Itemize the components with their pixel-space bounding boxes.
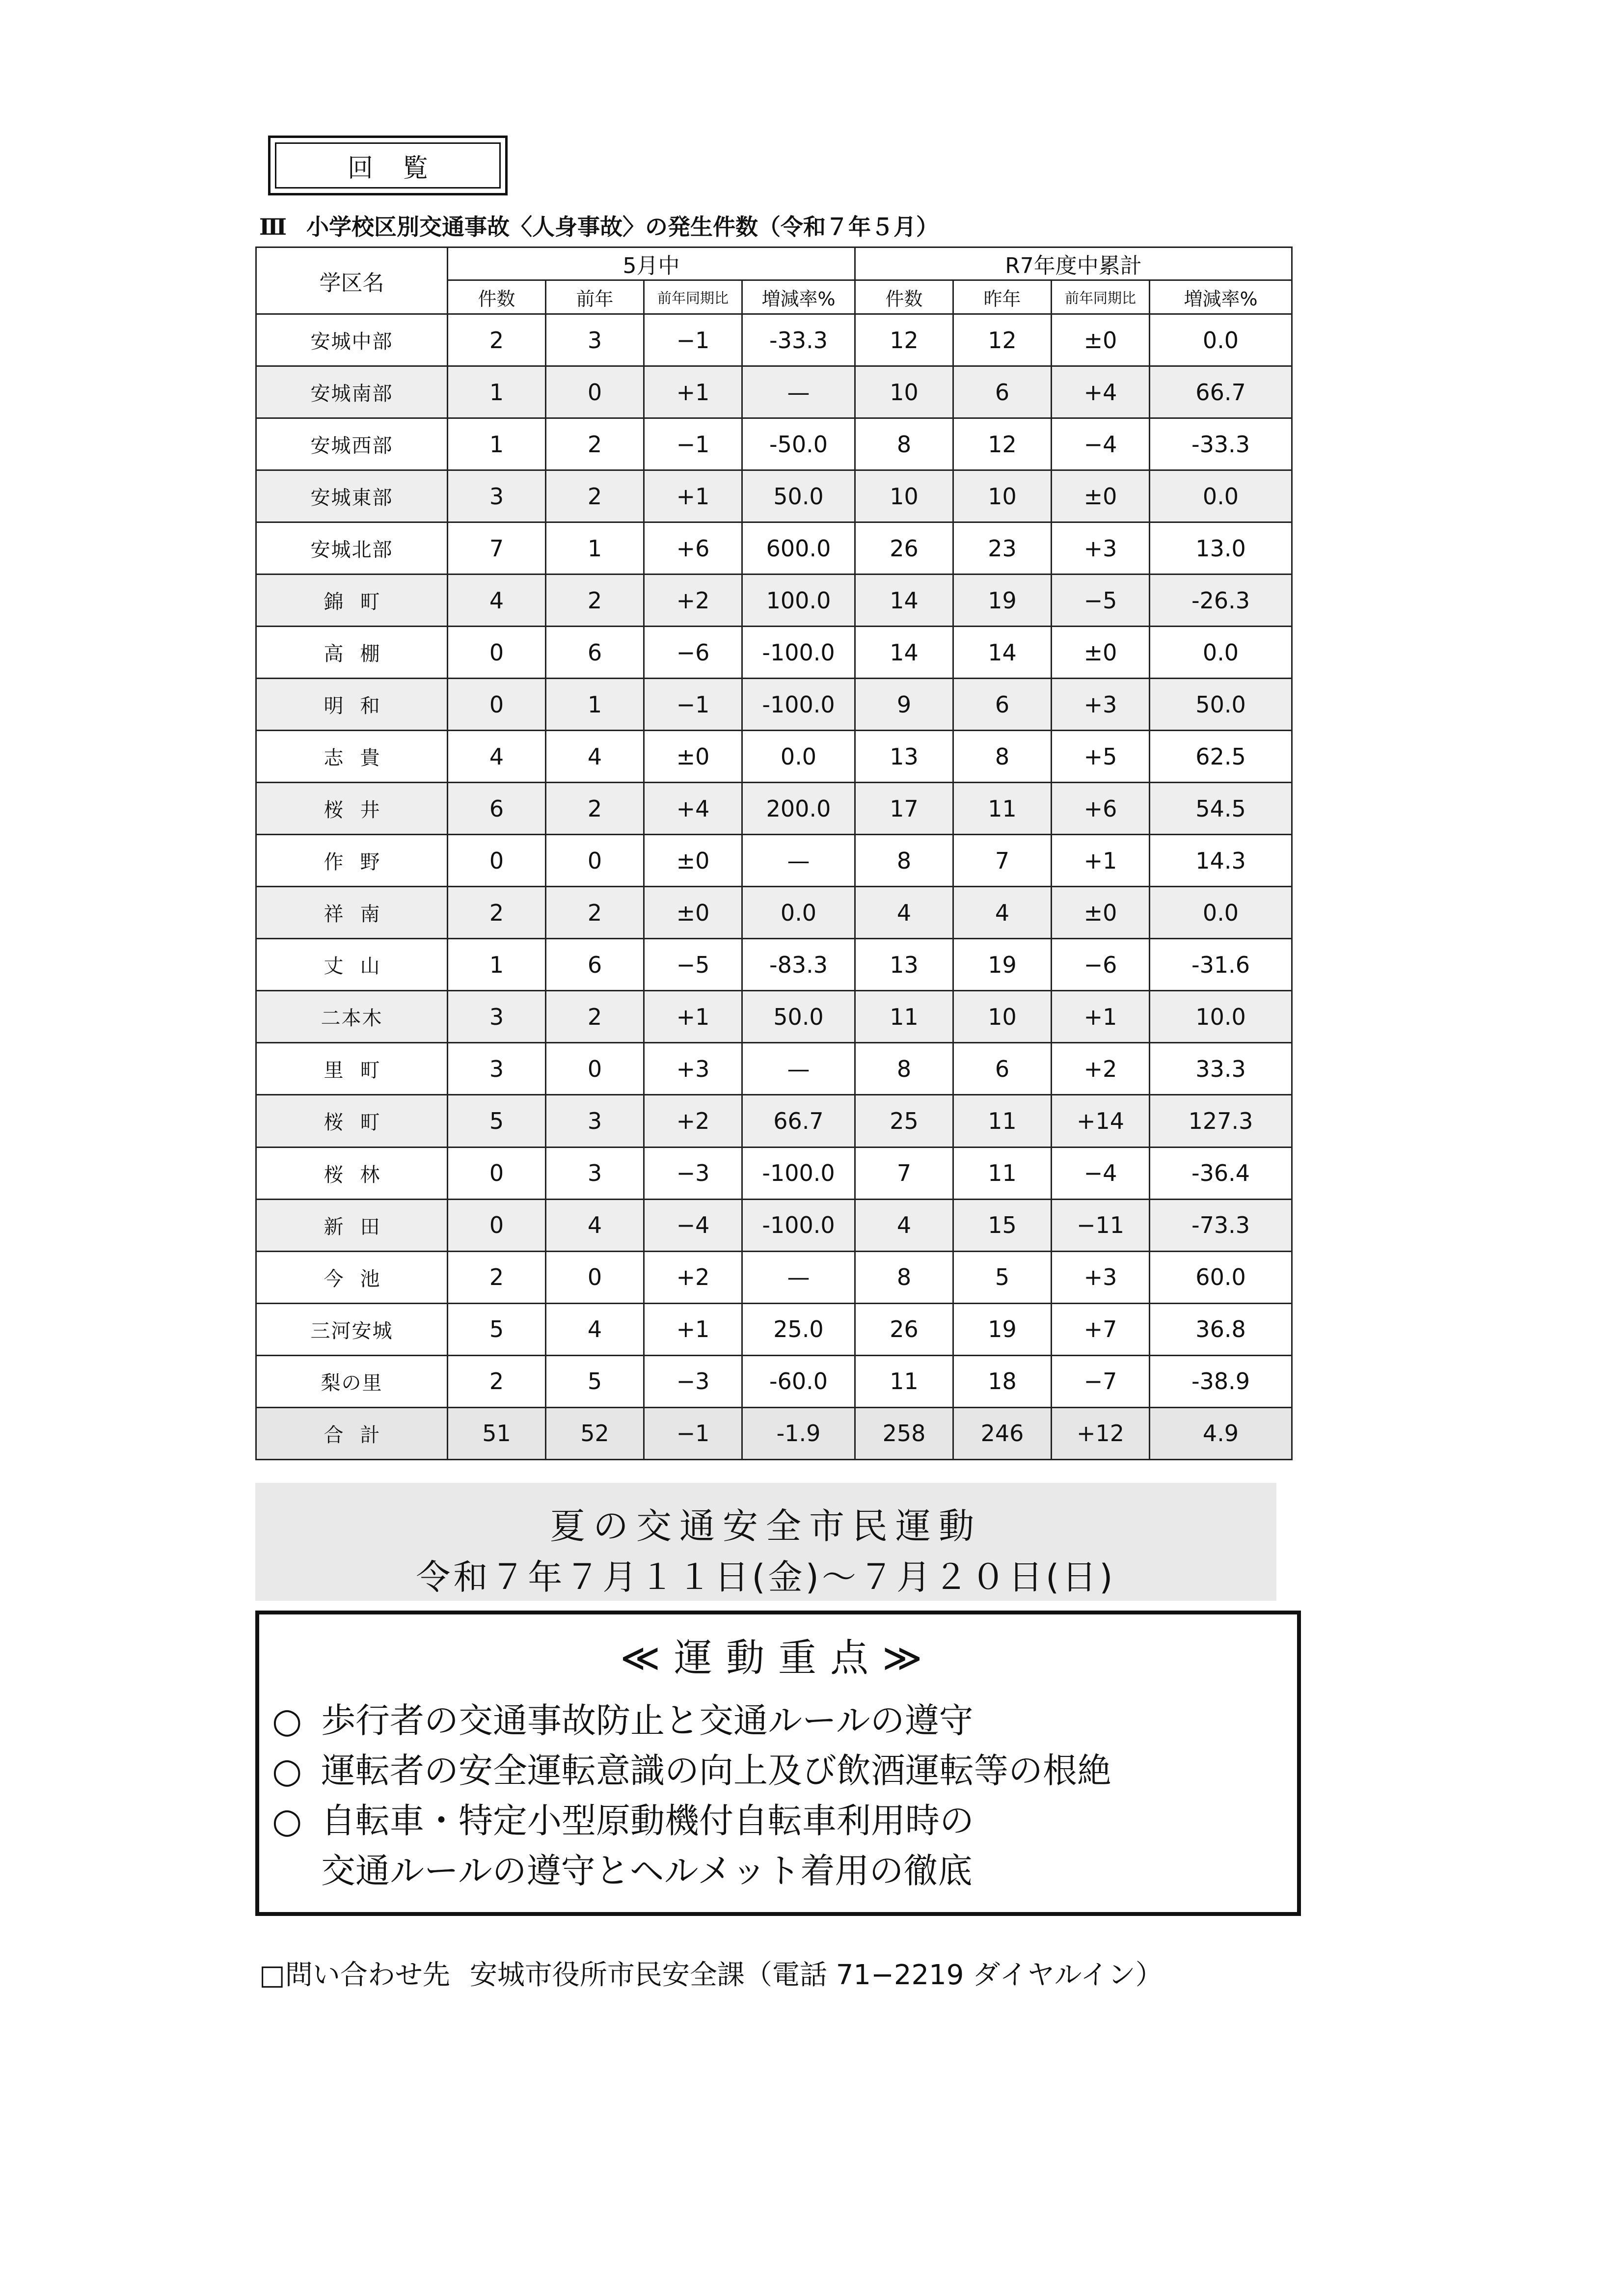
table-cell: -100.0: [742, 679, 855, 731]
accident-table: [255, 246, 1293, 1460]
table-cell: +4: [644, 783, 742, 835]
table-cell: +6: [1052, 783, 1150, 835]
col-header: 増減率%: [742, 280, 855, 314]
table-cell: 6: [953, 679, 1052, 731]
table-cell: 5: [448, 1095, 546, 1147]
school-name-cell: 安城西部: [256, 418, 448, 470]
table-cell: 14: [855, 574, 953, 627]
table-cell: 600.0: [742, 522, 855, 574]
table-cell: 0: [546, 1251, 644, 1303]
table-row: [256, 887, 1292, 939]
total-cell: -1.9: [742, 1407, 855, 1459]
table-row: [256, 1303, 1292, 1355]
table-cell: 14: [855, 627, 953, 679]
table-cell: 12: [855, 314, 953, 366]
table-cell: 17: [855, 783, 953, 835]
table-row: [256, 1043, 1292, 1095]
circle-bullet-icon: ○: [272, 1700, 302, 1741]
table-row: [256, 783, 1292, 835]
focus-item: [272, 1793, 974, 1843]
table-cell: −6: [644, 627, 742, 679]
table-cell: -100.0: [742, 1199, 855, 1251]
school-name-cell: 安城東部: [256, 470, 448, 522]
table-cell: ±0: [644, 835, 742, 887]
table-cell: 0: [448, 1147, 546, 1199]
table-cell: 25.0: [742, 1303, 855, 1355]
school-name-cell: 桜林: [256, 1147, 448, 1199]
table-cell: 0.0: [1150, 314, 1292, 366]
table-cell: 0: [546, 1043, 644, 1095]
table-cell: 4: [953, 887, 1052, 939]
circle-bullet-icon: ○: [272, 1750, 302, 1791]
table-row: [256, 1095, 1292, 1147]
table-row: [256, 314, 1292, 366]
table-cell: 4: [448, 574, 546, 627]
table-cell: +1: [644, 991, 742, 1043]
focus-item-continuation: 交通ルールの遵守とヘルメット着用の徹底: [321, 1851, 973, 1891]
table-cell: −4: [1052, 418, 1150, 470]
table-cell: ±0: [644, 731, 742, 783]
total-row: [256, 1407, 1292, 1459]
table-cell: 6: [953, 366, 1052, 418]
table-cell: 50.0: [742, 991, 855, 1043]
table-cell: 8: [855, 418, 953, 470]
table-cell: -33.3: [1150, 418, 1292, 470]
table-cell: 66.7: [1150, 366, 1292, 418]
table-cell: 4: [855, 887, 953, 939]
table-row: [256, 679, 1292, 731]
table-cell: 12: [953, 418, 1052, 470]
table-cell: +1: [644, 366, 742, 418]
table-row: [256, 418, 1292, 470]
table-cell: ±0: [1052, 627, 1150, 679]
table-cell: +2: [644, 1095, 742, 1147]
total-cell: 246: [953, 1407, 1052, 1459]
table-cell: +3: [1052, 679, 1150, 731]
table-cell: 2: [546, 418, 644, 470]
table-row: [256, 1147, 1292, 1199]
total-cell: 51: [448, 1407, 546, 1459]
table-row: [256, 991, 1292, 1043]
table-cell: 54.5: [1150, 783, 1292, 835]
focus-item: [272, 1743, 1111, 1793]
table-cell: -100.0: [742, 1147, 855, 1199]
total-cell: −1: [644, 1407, 742, 1459]
total-cell: 258: [855, 1407, 953, 1459]
circulation-stamp: [268, 136, 508, 195]
table-cell: 25: [855, 1095, 953, 1147]
table-cell: 60.0: [1150, 1251, 1292, 1303]
col-header: 前年: [546, 280, 644, 314]
table-cell: 8: [855, 1043, 953, 1095]
table-row: [256, 522, 1292, 574]
school-name-cell: 祥南: [256, 887, 448, 939]
table-cell: ±0: [1052, 470, 1150, 522]
table-cell: -100.0: [742, 627, 855, 679]
table-cell: 13.0: [1150, 522, 1292, 574]
table-cell: 2: [546, 887, 644, 939]
table-row: [256, 835, 1292, 887]
table-cell: 19: [953, 939, 1052, 991]
table-cell: 11: [855, 991, 953, 1043]
table-cell: 10.0: [1150, 991, 1292, 1043]
table-row: [256, 470, 1292, 522]
school-name-cell: 今池: [256, 1251, 448, 1303]
table-cell: −7: [1052, 1355, 1150, 1407]
table-cell: 13: [855, 939, 953, 991]
table-cell: ±0: [1052, 314, 1150, 366]
contact-label: □問い合わせ先: [259, 1959, 450, 1991]
school-name-cell: 桜井: [256, 783, 448, 835]
table-cell: +6: [644, 522, 742, 574]
table-row: [256, 574, 1292, 627]
table-cell: 4: [546, 731, 644, 783]
table-cell: +1: [644, 1303, 742, 1355]
table-cell: 5: [953, 1251, 1052, 1303]
table-cell: −5: [1052, 574, 1150, 627]
table-cell: 66.7: [742, 1095, 855, 1147]
group-header-may: 5月中: [448, 247, 855, 280]
focus-item-text: 自転車・特定小型原動機付自転車利用時の: [321, 1801, 974, 1841]
table-cell: -33.3: [742, 314, 855, 366]
focus-item-text: 歩行者の交通事故防止と交通ルールの遵守: [321, 1700, 974, 1741]
school-name-cell: 安城南部: [256, 366, 448, 418]
table-cell: 12: [953, 314, 1052, 366]
school-name-cell: 梨の里: [256, 1355, 448, 1407]
table-cell: 50.0: [742, 470, 855, 522]
school-name-cell: 三河安城: [256, 1303, 448, 1355]
table-cell: +1: [1052, 835, 1150, 887]
school-name-cell: 二本木: [256, 991, 448, 1043]
focus-item: [272, 1693, 974, 1743]
table-cell: 2: [448, 1251, 546, 1303]
table-cell: −3: [644, 1355, 742, 1407]
table-cell: 0.0: [1150, 627, 1292, 679]
table-cell: −4: [644, 1199, 742, 1251]
table-row: [256, 1199, 1292, 1251]
table-cell: 100.0: [742, 574, 855, 627]
table-cell: 8: [855, 1251, 953, 1303]
col-header: 増減率%: [1150, 280, 1292, 314]
table-cell: +1: [1052, 991, 1150, 1043]
table-cell: 8: [953, 731, 1052, 783]
table-cell: 7: [448, 522, 546, 574]
school-name-cell: 志貴: [256, 731, 448, 783]
table-cell: 3: [546, 314, 644, 366]
table-cell: 4: [546, 1303, 644, 1355]
table-cell: 2: [448, 1355, 546, 1407]
table-cell: -73.3: [1150, 1199, 1292, 1251]
school-name-cell: 里町: [256, 1043, 448, 1095]
table-cell: -50.0: [742, 418, 855, 470]
table-cell: 200.0: [742, 783, 855, 835]
table-cell: 14: [953, 627, 1052, 679]
section-title: 小学校区別交通事故〈人身事故〉の発生件数（令和７年５月）: [306, 214, 939, 240]
contact-text: 安城市役所市民安全課（電話 71−2219 ダイヤルイン）: [469, 1959, 1163, 1991]
table-cell: +3: [1052, 522, 1150, 574]
table-cell: 15: [953, 1199, 1052, 1251]
table-cell: 0: [448, 835, 546, 887]
table-cell: 3: [448, 1043, 546, 1095]
table-cell: 0: [448, 627, 546, 679]
table-cell: 10: [855, 470, 953, 522]
table-cell: 23: [953, 522, 1052, 574]
table-cell: 0.0: [1150, 887, 1292, 939]
total-label-cell: 合計: [256, 1407, 448, 1459]
table-cell: −1: [644, 418, 742, 470]
circle-bullet-icon: ○: [272, 1801, 302, 1841]
table-cell: 7: [953, 835, 1052, 887]
campaign-period: 令和７年７月１１日(金)〜７月２０日(日): [416, 1557, 1116, 1597]
table-cell: ±0: [644, 887, 742, 939]
table-row: [256, 939, 1292, 991]
table-cell: 11: [855, 1355, 953, 1407]
focus-item-text: 運転者の安全運転意識の向上及び飲酒運転等の根絶: [321, 1750, 1111, 1791]
total-cell: 4.9: [1150, 1407, 1292, 1459]
table-cell: −6: [1052, 939, 1150, 991]
table-cell: +3: [1052, 1251, 1150, 1303]
table-cell: +5: [1052, 731, 1150, 783]
table-cell: 1: [546, 522, 644, 574]
table-cell: 26: [855, 522, 953, 574]
table-cell: 13: [855, 731, 953, 783]
table-cell: 6: [953, 1043, 1052, 1095]
table-cell: ±0: [1052, 887, 1150, 939]
table-cell: +7: [1052, 1303, 1150, 1355]
school-name-cell: 明和: [256, 679, 448, 731]
table-cell: —: [742, 1043, 855, 1095]
table-cell: 10: [953, 470, 1052, 522]
campaign-banner: [255, 1483, 1276, 1601]
table-cell: 6: [546, 627, 644, 679]
table-cell: 2: [448, 314, 546, 366]
campaign-title: 夏の交通安全市民運動: [549, 1505, 982, 1547]
table-row: [256, 1355, 1292, 1407]
table-cell: 0: [546, 366, 644, 418]
table-cell: 4: [448, 731, 546, 783]
table-cell: 50.0: [1150, 679, 1292, 731]
table-cell: 2: [448, 887, 546, 939]
table-cell: +3: [644, 1043, 742, 1095]
col-header: 前年同期比: [644, 280, 742, 314]
table-cell: -36.4: [1150, 1147, 1292, 1199]
school-name-cell: 桜町: [256, 1095, 448, 1147]
table-cell: -60.0: [742, 1355, 855, 1407]
table-cell: 3: [546, 1095, 644, 1147]
table-cell: −4: [1052, 1147, 1150, 1199]
table-cell: 2: [546, 783, 644, 835]
table-cell: 0: [448, 679, 546, 731]
school-name-cell: 安城中部: [256, 314, 448, 366]
table-cell: 11: [953, 1147, 1052, 1199]
table-cell: 3: [448, 991, 546, 1043]
table-cell: 2: [546, 470, 644, 522]
table-cell: 3: [448, 470, 546, 522]
table-cell: 1: [448, 939, 546, 991]
table-cell: 0.0: [742, 731, 855, 783]
total-cell: +12: [1052, 1407, 1150, 1459]
group-header-cumulative: R7年度中累計: [855, 247, 1292, 280]
table-cell: 36.8: [1150, 1303, 1292, 1355]
table-cell: +4: [1052, 366, 1150, 418]
section-number: Ⅲ: [259, 214, 287, 240]
table-cell: 10: [953, 991, 1052, 1043]
contact-line: [259, 1953, 1163, 1993]
table-cell: 2: [546, 574, 644, 627]
table-cell: 19: [953, 1303, 1052, 1355]
col-header: 昨年: [953, 280, 1052, 314]
focus-heading: ≪運動重点≫: [620, 1636, 936, 1680]
school-name-cell: 錦町: [256, 574, 448, 627]
table-cell: —: [742, 1251, 855, 1303]
table-cell: 6: [546, 939, 644, 991]
table-cell: 4: [855, 1199, 953, 1251]
table-cell: 0: [448, 1199, 546, 1251]
table-cell: 1: [546, 679, 644, 731]
col-header: 件数: [855, 280, 953, 314]
table-cell: −5: [644, 939, 742, 991]
school-name-cell: 丈山: [256, 939, 448, 991]
table-cell: 0: [546, 835, 644, 887]
table-cell: 0.0: [1150, 470, 1292, 522]
table-cell: +2: [644, 574, 742, 627]
table-cell: -31.6: [1150, 939, 1292, 991]
table-cell: 26: [855, 1303, 953, 1355]
table-cell: -38.9: [1150, 1355, 1292, 1407]
table-cell: 5: [448, 1303, 546, 1355]
table-cell: +14: [1052, 1095, 1150, 1147]
table-cell: -83.3: [742, 939, 855, 991]
school-name-cell: 作野: [256, 835, 448, 887]
table-cell: −1: [644, 679, 742, 731]
table-cell: 127.3: [1150, 1095, 1292, 1147]
table-cell: +1: [644, 470, 742, 522]
table-row: [256, 1251, 1292, 1303]
table-row: [256, 627, 1292, 679]
table-row: [256, 366, 1292, 418]
table-cell: 62.5: [1150, 731, 1292, 783]
table-cell: −3: [644, 1147, 742, 1199]
table-cell: 1: [448, 366, 546, 418]
table-cell: 33.3: [1150, 1043, 1292, 1095]
total-cell: 52: [546, 1407, 644, 1459]
table-cell: +2: [644, 1251, 742, 1303]
table-cell: 2: [546, 991, 644, 1043]
table-cell: +2: [1052, 1043, 1150, 1095]
table-cell: 8: [855, 835, 953, 887]
table-cell: 4: [546, 1199, 644, 1251]
focus-box: [255, 1611, 1301, 1916]
col-header: 件数: [448, 280, 546, 314]
col-header: 前年同期比: [1052, 280, 1150, 314]
section-heading: [259, 209, 939, 242]
table-cell: 9: [855, 679, 953, 731]
table-cell: 11: [953, 1095, 1052, 1147]
table-cell: 6: [448, 783, 546, 835]
table-cell: −11: [1052, 1199, 1150, 1251]
school-name-cell: 新田: [256, 1199, 448, 1251]
table-body: [256, 314, 1292, 1460]
table-cell: 10: [855, 366, 953, 418]
table-cell: 7: [855, 1147, 953, 1199]
table-cell: —: [742, 835, 855, 887]
table-cell: 19: [953, 574, 1052, 627]
school-name-cell: 高棚: [256, 627, 448, 679]
table-cell: 3: [546, 1147, 644, 1199]
table-cell: 5: [546, 1355, 644, 1407]
table-cell: 0.0: [742, 887, 855, 939]
table-cell: −1: [644, 314, 742, 366]
table-cell: 1: [448, 418, 546, 470]
school-name-cell: 安城北部: [256, 522, 448, 574]
circulation-label: 回覧: [275, 142, 501, 189]
school-header: 学区名: [256, 247, 448, 314]
table-cell: —: [742, 366, 855, 418]
table-cell: -26.3: [1150, 574, 1292, 627]
table-cell: 18: [953, 1355, 1052, 1407]
table-row: [256, 731, 1292, 783]
table-cell: 11: [953, 783, 1052, 835]
table-cell: 14.3: [1150, 835, 1292, 887]
